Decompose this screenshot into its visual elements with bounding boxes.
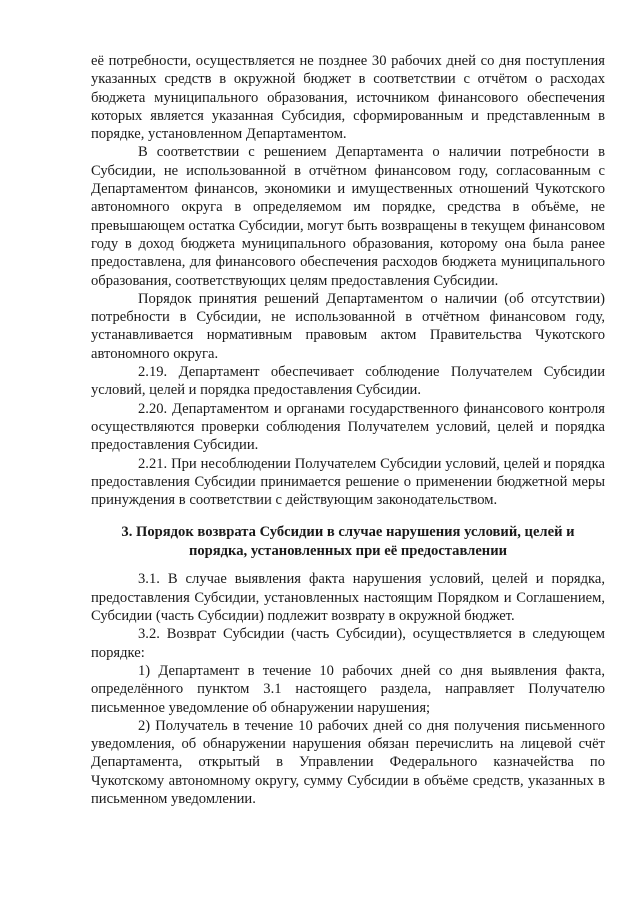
paragraph-unused-subsidy-return: В соответствии с решением Департамента о наличии потребности в Субсидии, не использованной в отчётном финансовом году, согласованным с Департаментом финансов, экономики и имущественных отношений Чукотского автономного округа в определяемом им порядке, средства в объёме, не превышающем остатка Субсидии, могут быть возвращены в текущем финансовом году в доход бюджета муниципального образования, которому она была ранее предоставлена, для финансового обеспечения расходов бюджета муниципального образования, соответствующих целям предоставления Субсидии. [91,144,605,289]
paragraph-3-2-item-1: 1) Департамент в течение 10 рабочих дней со дня выявления факта, определённого пунктом 3.1 настоящего раздела, направляет Получателю письменное уведомление об обнаружении нарушения; [91,662,605,716]
section-3-heading: 3. Порядок возврата Субсидии в случае нарушения условий, целей и порядка, установленных при её предоставлении [121,524,575,559]
paragraph-2-21: 2.21. При несоблюдении Получателем Субсидии условий, целей и порядка предоставления Субсидии принимается решение о применении бюджетной меры принуждения в соответствии с действующим законодательством. [91,455,605,509]
paragraph-3-2-item-2: 2) Получатель в течение 10 рабочих дней со дня получения письменного уведомления, об обнаружении нарушения обязан перечислить на лицевой счёт Департамента, открытый в Управлении Федерального казначейства по Чукотскому автономному округу, сумму Субсидии в объёме средств, указанных в письменном уведомлении. [91,717,605,807]
paragraph-decision-procedure: Порядок принятия решений Департаментом о наличии (об отсутствии) потребности в Субсидии, не использованной в отчётном финансовом году, устанавливается нормативным правовым актом Правительства Чукотского автономного округа. [91,290,605,362]
paragraph-2-19: 2.19. Департамент обеспечивает соблюдение Получателем Субсидии условий, целей и порядка предоставления Субсидии. [91,364,605,399]
paragraph-continuation: её потребности, осуществляется не позднее 30 рабочих дней со дня поступления указанных средств в окружной бюджет в соответствии с отчётом о расходах бюджета муниципального образования, источником финансового обеспечения которых является указанная Субсидия, сформированным и представленным в порядке, установленном Департаментом. [91,53,605,143]
paragraph-3-1: 3.1. В случае выявления факта нарушения условий, целей и порядка, предоставления Субсидии, установленных настоящим Порядком и Соглашением, Субсидии (часть Субсидии) подлежит возврату в окружной бюджет. [91,571,605,625]
paragraph-2-20: 2.20. Департаментом и органами государственного финансового контроля осуществляются проверки соблюдения Получателем условий, целей и порядка предоставления Субсидии. [91,400,605,454]
paragraph-3-2: 3.2. Возврат Субсидии (часть Субсидии), осуществляется в следующем порядке: [91,626,605,661]
